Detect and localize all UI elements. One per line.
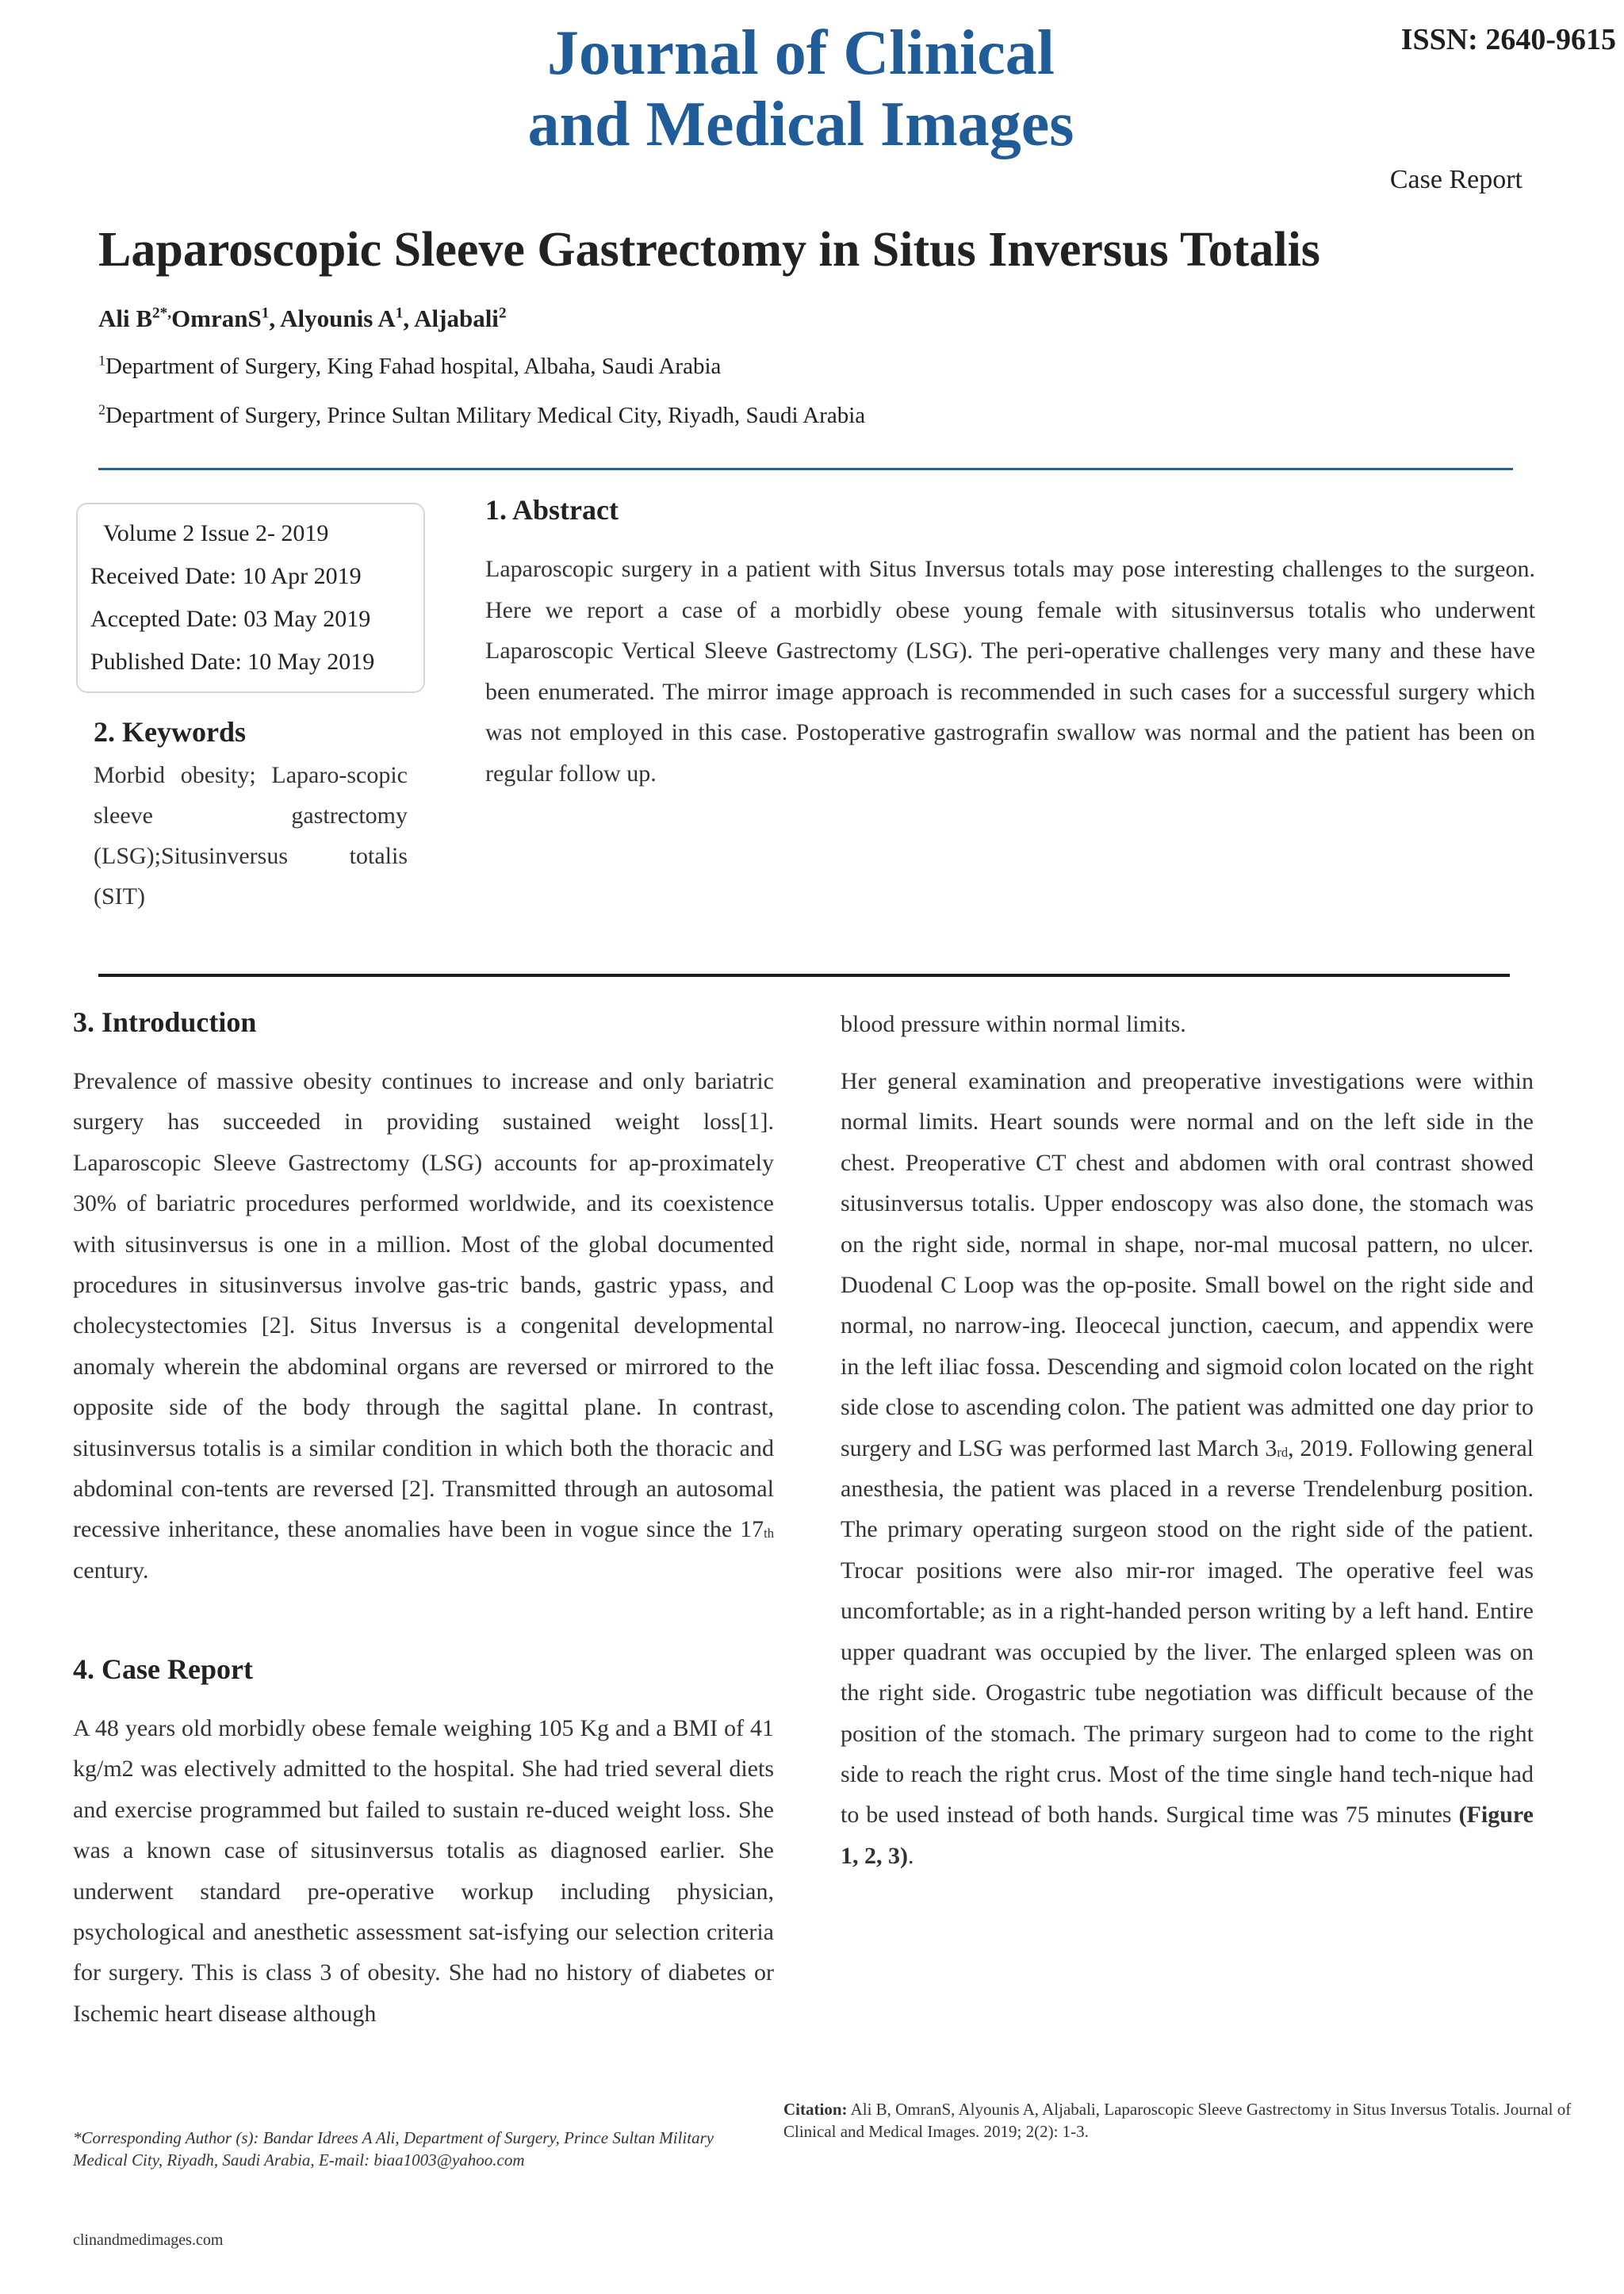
keywords-text: Morbid obesity; Laparo-scopic sleeve gastrectomy (LSG);Situsinversus totalis (SIT) [94, 762, 408, 910]
keywords-heading: 2. Keywords [94, 716, 246, 748]
affiliation-number: 2 [98, 401, 105, 418]
affiliation-text: Department of Surgery, King Fahad hospital, Albaha, Saudi Arabia [105, 354, 722, 379]
author-name: , Aljabali [403, 304, 499, 332]
ordinal-suffix: rd [1277, 1444, 1289, 1460]
author-name: OmranS [171, 304, 262, 332]
introduction-body: Prevalence of massive obesity continues to increase and only bariatric surgery has succeeded in providing sustained weight loss[1]. Laparoscopic Sleeve Gastrectomy (LSG) accounts for ap-proximately 30% of bariatric procedures performed worldwide, and its coexistence with situsinversus is one in a million. Most of the global documented procedures in situsinversus involve gas-tric bands, gastric ypass, and cholecystectomies [2]. Situs Inversus is a congenital developmental anomaly wherein the abdominal organs are reversed or mirrored to the opposite side of the body through the sagittal plane. In contrast, situsinversus totalis is a similar condition in which both the thoracic and abdominal con-tents are reversed [2]. Transmitted through an autosomal recessive inheritance, these anomalies have been in vogue since the 17 [73, 1068, 774, 1543]
footer-website-link[interactable]: clinandmedimages.com [73, 2231, 224, 2249]
ordinal-suffix: th [764, 1526, 774, 1541]
journal-title-line1: Journal of Clinical [546, 18, 1055, 88]
author-affil-mark: 1 [261, 304, 270, 322]
article-type: Case Report [1389, 165, 1522, 194]
issn: ISSN: 2640-9615 [1400, 23, 1616, 56]
case-report-continued-line: blood pressure within normal limits. [841, 1011, 1186, 1037]
case-report-para1: A 48 years old morbidly obese female weighing 105 Kg and a BMI of 41 kg/m2 was electively admitted to the hospital. She had tried several diets and exercise programmed but failed to sustain re-duced weight loss. She was a known case of situsinversus totalis as diagnosed earlier. She underwent standard pre-operative workup including physician, psychological and anesthetic assessment sat-isfying our selection criteria for surgery. This is class 3 of obesity. She had no history of diabetes or Ischemic heart disease although [73, 1715, 774, 2027]
citation [783, 2098, 1576, 2143]
case-report-heading: 4. Case Report [73, 1653, 253, 1685]
accepted-date: Accepted Date: 03 May 2019 [90, 606, 371, 632]
author-list [98, 304, 507, 333]
case-report-para2 [841, 1061, 1534, 1876]
affiliation [98, 354, 721, 380]
affiliation-number: 1 [98, 352, 105, 369]
article-dates-box [76, 503, 425, 693]
author-name: Ali B [98, 304, 153, 332]
author-affil-mark: 1 [395, 304, 404, 322]
author-affil-mark: 2 [498, 304, 507, 322]
case-report-para2-end: . [908, 1842, 914, 1869]
abstract-text: Laparoscopic surgery in a patient with Situs Inversus totals may pose interesting challenges to the surgeon. Here we report a case of a morbidly obese young female with situsinversus totalis who underwent Laparoscopic Vertical Sleeve Gastrectomy (LSG). The peri-operative challenges very many and these have been enumerated. The mirror image approach is recommended in such cases for a successful surgery which was not employed in this case. Postoperative gastrografin swallow was normal and the patient has been on regular follow up. [485, 556, 1535, 787]
journal-title [436, 17, 1166, 160]
case-report-continued [841, 1004, 1534, 1044]
author-affil-mark: 2*, [152, 304, 172, 322]
case-report-text [73, 1708, 774, 2034]
affiliation [98, 403, 865, 429]
corresponding-author: *Corresponding Author (s): Bandar Idrees A Ali, Department of Surgery, Prince Sultan Military Medical City, Riyadh, Saudi Arabia, E-mail: biaa1003@yahoo.com [73, 2128, 714, 2170]
introduction-text [73, 1061, 774, 1591]
case-report-para2-body-cont: , 2019. Following general anesthesia, the patient was placed in a reverse Trendelenburg position. The primary operating surgeon stood on the right side of the patient. Trocar positions were also mir-ror imaged. The operative feel was uncomfortable; as in a right-handed person writing by a left hand. Entire upper quadrant was occupied by the liver. The enlarged spleen was on the right side. Orogastric tube negotiation was difficult because of the position of the stomach. The primary surgeon had to come to the right side to reach the right crus. Most of the time single hand tech-nique had to be used instead of both hands. Surgical time was 75 minutes [841, 1434, 1534, 1829]
journal-title-line2: and Medical Images [527, 90, 1074, 159]
paper-title: Laparoscopic Sleeve Gastrectomy in Situs Inversus Totalis [98, 223, 1320, 277]
abstract-heading: 1. Abstract [485, 494, 619, 526]
citation-label: Citation: [783, 2100, 848, 2119]
received-date: Received Date: 10 Apr 2019 [90, 563, 362, 589]
header-divider [98, 468, 1513, 470]
case-report-para2-body: Her general examination and preoperative investigations were within normal limits. Heart sounds were normal and on the left side in the chest. Preoperative CT chest and abdomen with oral contrast showed situsinversus totalis. Upper endoscopy was also done, the stomach was on the right side, normal in shape, nor-mal mucosal pattern, no ulcer. Duodenal C Loop was the op-posite. Small bowel on the right side and normal, no narrow-ing. Ileocecal junction, caecum, and appendix were in the left iliac fossa. Descending and sigmoid colon located on the right side close to ascending colon. The patient was admitted one day prior to surgery and LSG was performed last March 3 [841, 1068, 1534, 1461]
published-date: Published Date: 10 May 2019 [90, 649, 375, 675]
author-name: , Alyounis A [269, 304, 396, 332]
affiliation-text: Department of Surgery, Prince Sultan Military Medical City, Riyadh, Saudi Arabia [105, 403, 866, 428]
citation-text: Ali B, OmranS, Alyounis A, Aljabali, Laparoscopic Sleeve Gastrectomy in Situs Inversus Totalis. Journal of Clinical and Medical Images. 2019; 2(2): 1-3. [783, 2100, 1572, 2141]
volume-issue: Volume 2 Issue 2- 2019 [103, 520, 329, 546]
introduction-heading: 3. Introduction [73, 1006, 257, 1038]
section-divider [98, 974, 1510, 977]
introduction-body-end: century. [73, 1557, 149, 1584]
figure-reference[interactable]: (Figure 1, 2, 3) [841, 1802, 1534, 1869]
